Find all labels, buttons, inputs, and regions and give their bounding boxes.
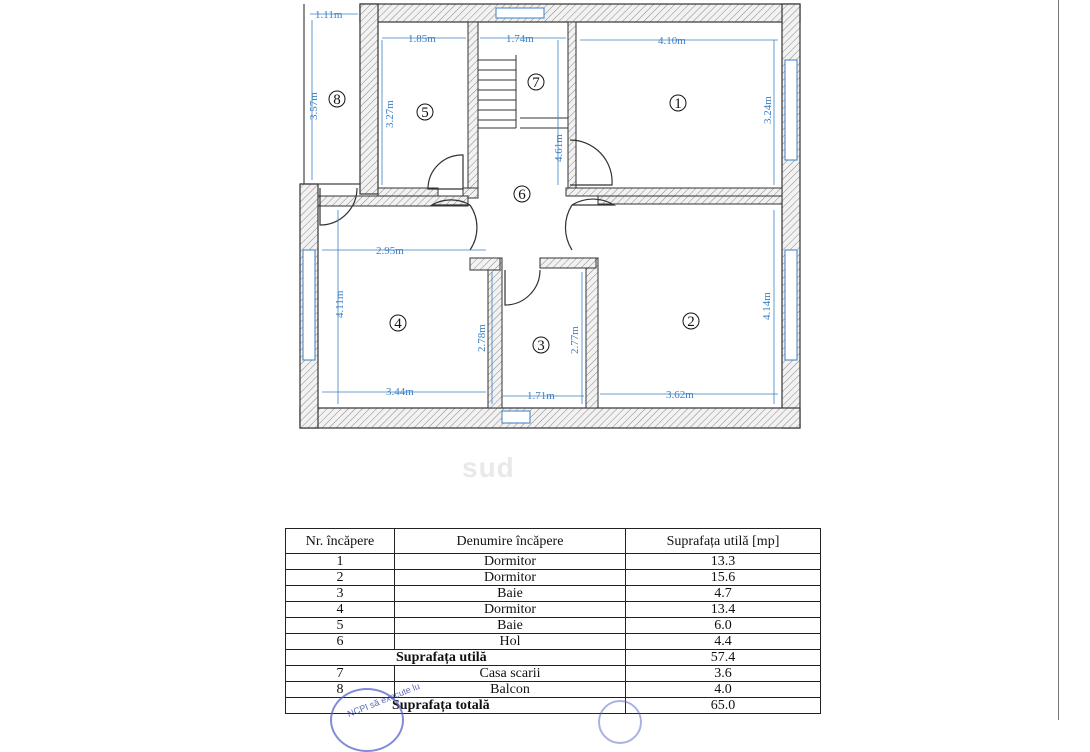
table-row <box>286 634 821 650</box>
cell-nr: 7 <box>286 666 395 682</box>
cell-name: Balcon <box>395 682 626 698</box>
watermark: sud <box>462 452 515 483</box>
cell-nr: 1 <box>286 554 395 570</box>
subtotal-row <box>286 650 821 666</box>
cell-nr: 3 <box>286 586 395 602</box>
table-row <box>286 618 821 634</box>
table-header <box>286 529 821 554</box>
dim-label: 1.11m <box>315 9 343 21</box>
cell-area: 13.3 <box>626 554 821 570</box>
dim-label: 2.77m <box>569 326 581 354</box>
col-header-area: Suprafața utilă [mp] <box>626 529 821 554</box>
cell-name: Casa scarii <box>395 666 626 682</box>
table-row <box>286 586 821 602</box>
col-header-nr: Nr. încăpere <box>286 529 395 554</box>
subtotal-label: Suprafața utilă <box>286 650 626 666</box>
total-area: 65.0 <box>626 698 821 714</box>
dim-label: 1.71m <box>527 390 555 402</box>
stamp-text: NCPI să execute lu <box>345 680 422 720</box>
cell-nr: 4 <box>286 602 395 618</box>
room-number: 6 <box>518 187 526 203</box>
cell-name: Baie <box>395 618 626 634</box>
room-number: 1 <box>674 96 682 112</box>
dim-label: 4.11m <box>334 290 346 318</box>
dim-label: 4.61m <box>553 134 565 162</box>
subtotal-area: 57.4 <box>626 650 821 666</box>
room-number: 5 <box>421 105 429 121</box>
cell-nr: 8 <box>286 682 395 698</box>
room-area-table <box>285 528 821 714</box>
cell-area: 13.4 <box>626 602 821 618</box>
dim-label: 4.10m <box>658 35 686 47</box>
room-number: 8 <box>333 92 341 108</box>
interior-walls <box>318 22 782 408</box>
exterior-walls <box>300 4 800 428</box>
dim-label: 3.44m <box>386 386 414 398</box>
table-row <box>286 570 821 586</box>
cell-nr: 5 <box>286 618 395 634</box>
cell-name: Hol <box>395 634 626 650</box>
room-number: 2 <box>687 314 695 330</box>
dim-label: 2.95m <box>376 245 404 257</box>
dim-label: 3.27m <box>384 100 396 128</box>
total-label: Suprafața totală <box>286 698 626 714</box>
table-row <box>286 666 821 682</box>
cell-name: Dormitor <box>395 554 626 570</box>
cell-name: Dormitor <box>395 602 626 618</box>
cell-nr: 6 <box>286 634 395 650</box>
room-number: 4 <box>394 316 402 332</box>
stamp-seal-secondary <box>598 700 642 744</box>
cell-name: Baie <box>395 586 626 602</box>
col-header-name: Denumire încăpere <box>395 529 626 554</box>
dim-label: 3.57m <box>308 92 320 120</box>
table-row <box>286 602 821 618</box>
room-number: 7 <box>532 75 540 91</box>
table-row <box>286 554 821 570</box>
cell-nr: 2 <box>286 570 395 586</box>
dim-label: 1.74m <box>506 33 534 45</box>
cell-name: Dormitor <box>395 570 626 586</box>
cell-area: 4.0 <box>626 682 821 698</box>
dim-label: 4.14m <box>761 292 773 320</box>
staircase <box>478 55 568 128</box>
cell-area: 15.6 <box>626 570 821 586</box>
dim-label: 1.85m <box>408 33 436 45</box>
dim-label: 3.24m <box>762 96 774 124</box>
cell-area: 4.4 <box>626 634 821 650</box>
cell-area: 6.0 <box>626 618 821 634</box>
cell-area: 3.6 <box>626 666 821 682</box>
room-number: 3 <box>537 338 545 354</box>
dim-label: 2.78m <box>476 324 488 352</box>
cell-area: 4.7 <box>626 586 821 602</box>
dim-label: 3.62m <box>666 389 694 401</box>
